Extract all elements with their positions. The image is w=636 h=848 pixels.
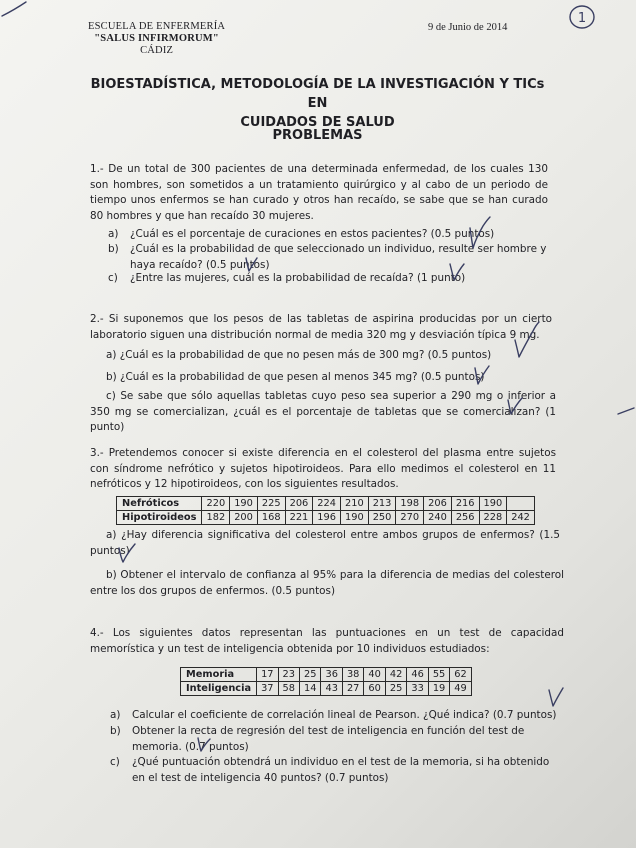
table-cell: 25: [385, 682, 406, 696]
table-cell: 270: [396, 511, 424, 525]
check-mark-icon: [450, 264, 464, 280]
table-cell: 33: [407, 682, 428, 696]
check-mark-icon: [470, 217, 490, 248]
section-heading: PROBLEMAS: [272, 128, 363, 143]
check-mark-icon: [475, 366, 489, 384]
table-cell: 225: [257, 497, 285, 511]
table-cell: 40: [364, 668, 385, 682]
table-cell: 190: [230, 497, 258, 511]
table-cell: 27: [342, 682, 363, 696]
pen-stroke: [2, 2, 26, 16]
table-cell: 206: [285, 497, 313, 511]
problem3-item-a: a) ¿Hay diferencia significativa del colesterol entre ambos grupos de enfermos? (1.5 puntos): [90, 529, 560, 557]
school-motto: "SALUS INFIRMORUM": [94, 33, 219, 44]
table-cell: 60: [364, 682, 385, 696]
exam-date: 9 de Junio de 2014: [428, 22, 508, 33]
row-label-inteligencia: Inteligencia: [181, 682, 257, 696]
problem1-item-c-marker: c): [108, 272, 118, 284]
table-cell: 256: [451, 511, 479, 525]
table-cell: 213: [368, 497, 396, 511]
problem3-item-b: b) Obtener el intervalo de confianza al 95% para la diferencia de medias del colesterol entre los dos grupos de enfermos. (0.5 puntos): [90, 569, 564, 597]
problem1-item-b: ¿Cuál es la probabilidad de que seleccionado un individuo, resulte ser hombre y haya recaído? (0.5 puntos): [130, 243, 547, 271]
problem1-statement: 1.- De un total de 300 pacientes de una determinada enfermedad, de los cuales 130 son hombres, son sometidos a un tratamiento quirúrgico y al cabo de un periodo de tiempo unos enfermos se han curado y otros han recaído, se sabe que se han curado 80 hombres y que han recaído 30 mujeres.: [90, 163, 548, 222]
table-cell: 38: [342, 668, 363, 682]
problem4-item-b-marker: b): [110, 725, 121, 737]
exam-title-line1: BIOESTADÍSTICA, METODOLOGÍA DE LA INVESTIGACIÓN Y TICs EN: [90, 77, 545, 111]
problem1-item-c: ¿Entre las mujeres, cuál es la probabilidad de recaída? (1 punto): [130, 272, 466, 284]
table-cell: 206: [424, 497, 452, 511]
table-cell: 49: [450, 682, 471, 696]
problem2-item-b: b) ¿Cuál es la probabilidad de que pesen al menos 345 mg? (0.5 puntos): [106, 371, 485, 383]
table-cell: 240: [424, 511, 452, 525]
check-mark-icon: [246, 258, 257, 271]
table-cell: 42: [385, 668, 406, 682]
school-city: CÁDIZ: [140, 45, 174, 56]
row-label-nefroticos: Nefróticos: [117, 497, 202, 511]
check-mark-icon: [508, 398, 522, 414]
table-cell: 190: [341, 511, 369, 525]
problem3-statement: 3.- Pretendemos conocer si existe diferencia en el colesterol del plasma entre sujetos con síndrome nefrótico y sujetos hipotiroideos. Para ello medimos el colesterol en 11 nefróticos y 12 hipotiroideos, con los siguientes resultados.: [90, 447, 556, 490]
table-cell: 25: [300, 668, 321, 682]
table-cell: 23: [278, 668, 299, 682]
table-cell: 220: [202, 497, 230, 511]
pen-stroke: [618, 408, 634, 414]
problem1-item-a-marker: a): [108, 228, 119, 240]
table-cell: 250: [368, 511, 396, 525]
problem2-item-c: c) Se sabe que sólo aquellas tabletas cuyo peso sea superior a 290 mg o inferior a 350 mg se comercializan, ¿cuál es el porcentaje de tabletas que se comercializan? (1 punto): [90, 390, 556, 433]
table-cell: 216: [451, 497, 479, 511]
table-cell: 221: [285, 511, 313, 525]
page-number: 1: [577, 11, 587, 26]
table-cell: 14: [300, 682, 321, 696]
table-cell: 37: [257, 682, 278, 696]
table-cell: 196: [313, 511, 341, 525]
check-mark-icon: [198, 738, 210, 751]
row-label-hipotiroideos: Hipotiroideos: [117, 511, 202, 525]
row-label-memoria: Memoria: [181, 668, 257, 682]
table-cell: 190: [479, 497, 507, 511]
table-cell: 198: [396, 497, 424, 511]
problem2-statement: 2.- Si suponemos que los pesos de las tabletas de aspirina producidas por un cierto laboratorio siguen una distribución normal de media 320 mg y desviación típica 9 mg.: [90, 313, 552, 341]
table-cell: 46: [407, 668, 428, 682]
problem4-item-a: Calcular el coeficiente de correlación lineal de Pearson. ¿Qué indica? (0.7 puntos): [132, 709, 557, 721]
check-mark-icon: [515, 322, 539, 357]
table-cell: 36: [321, 668, 342, 682]
table-cell: 58: [278, 682, 299, 696]
check-mark-icon: [119, 544, 135, 562]
table-cell: 19: [428, 682, 449, 696]
table-cell: 55: [428, 668, 449, 682]
table-cell: 17: [257, 668, 278, 682]
table-cell: 224: [313, 497, 341, 511]
table-cell: 182: [202, 511, 230, 525]
table-cell: 43: [321, 682, 342, 696]
table-cell: 168: [257, 511, 285, 525]
problem1-item-a: ¿Cuál es el porcentaje de curaciones en estos pacientes? (0.5 puntos): [130, 228, 495, 240]
problem4-item-b: Obtener la recta de regresión del test de inteligencia en función del test de memoria. (0.7 puntos): [132, 725, 525, 753]
problem4-statement: 4.- Los siguientes datos representan las puntuaciones en un test de capacidad memorística y un test de inteligencia obtenida por 10 individuos estudiados:: [90, 627, 564, 655]
problem4-item-a-marker: a): [110, 709, 121, 721]
check-mark-icon: [549, 688, 563, 706]
table-cell: 228: [479, 511, 507, 525]
problem2-item-a: a) ¿Cuál es la probabilidad de que no pesen más de 300 mg? (0.5 puntos): [106, 349, 492, 361]
exam-title-line2: CUIDADOS DE SALUD: [240, 115, 395, 130]
school-name: ESCUELA DE ENFERMERÍA: [88, 21, 226, 32]
problem4-item-c: ¿Qué puntuación obtendrá un individuo en el test de la memoria, si ha obtenido en el test de inteligencia 40 puntos? (0.7 puntos): [132, 756, 550, 784]
table-cell: 242: [507, 511, 535, 525]
table-cell: 210: [341, 497, 369, 511]
problem1-item-b-marker: b): [108, 243, 119, 255]
table-cell: 62: [450, 668, 471, 682]
table-cell: 200: [230, 511, 258, 525]
problem4-item-c-marker: c): [110, 756, 120, 768]
